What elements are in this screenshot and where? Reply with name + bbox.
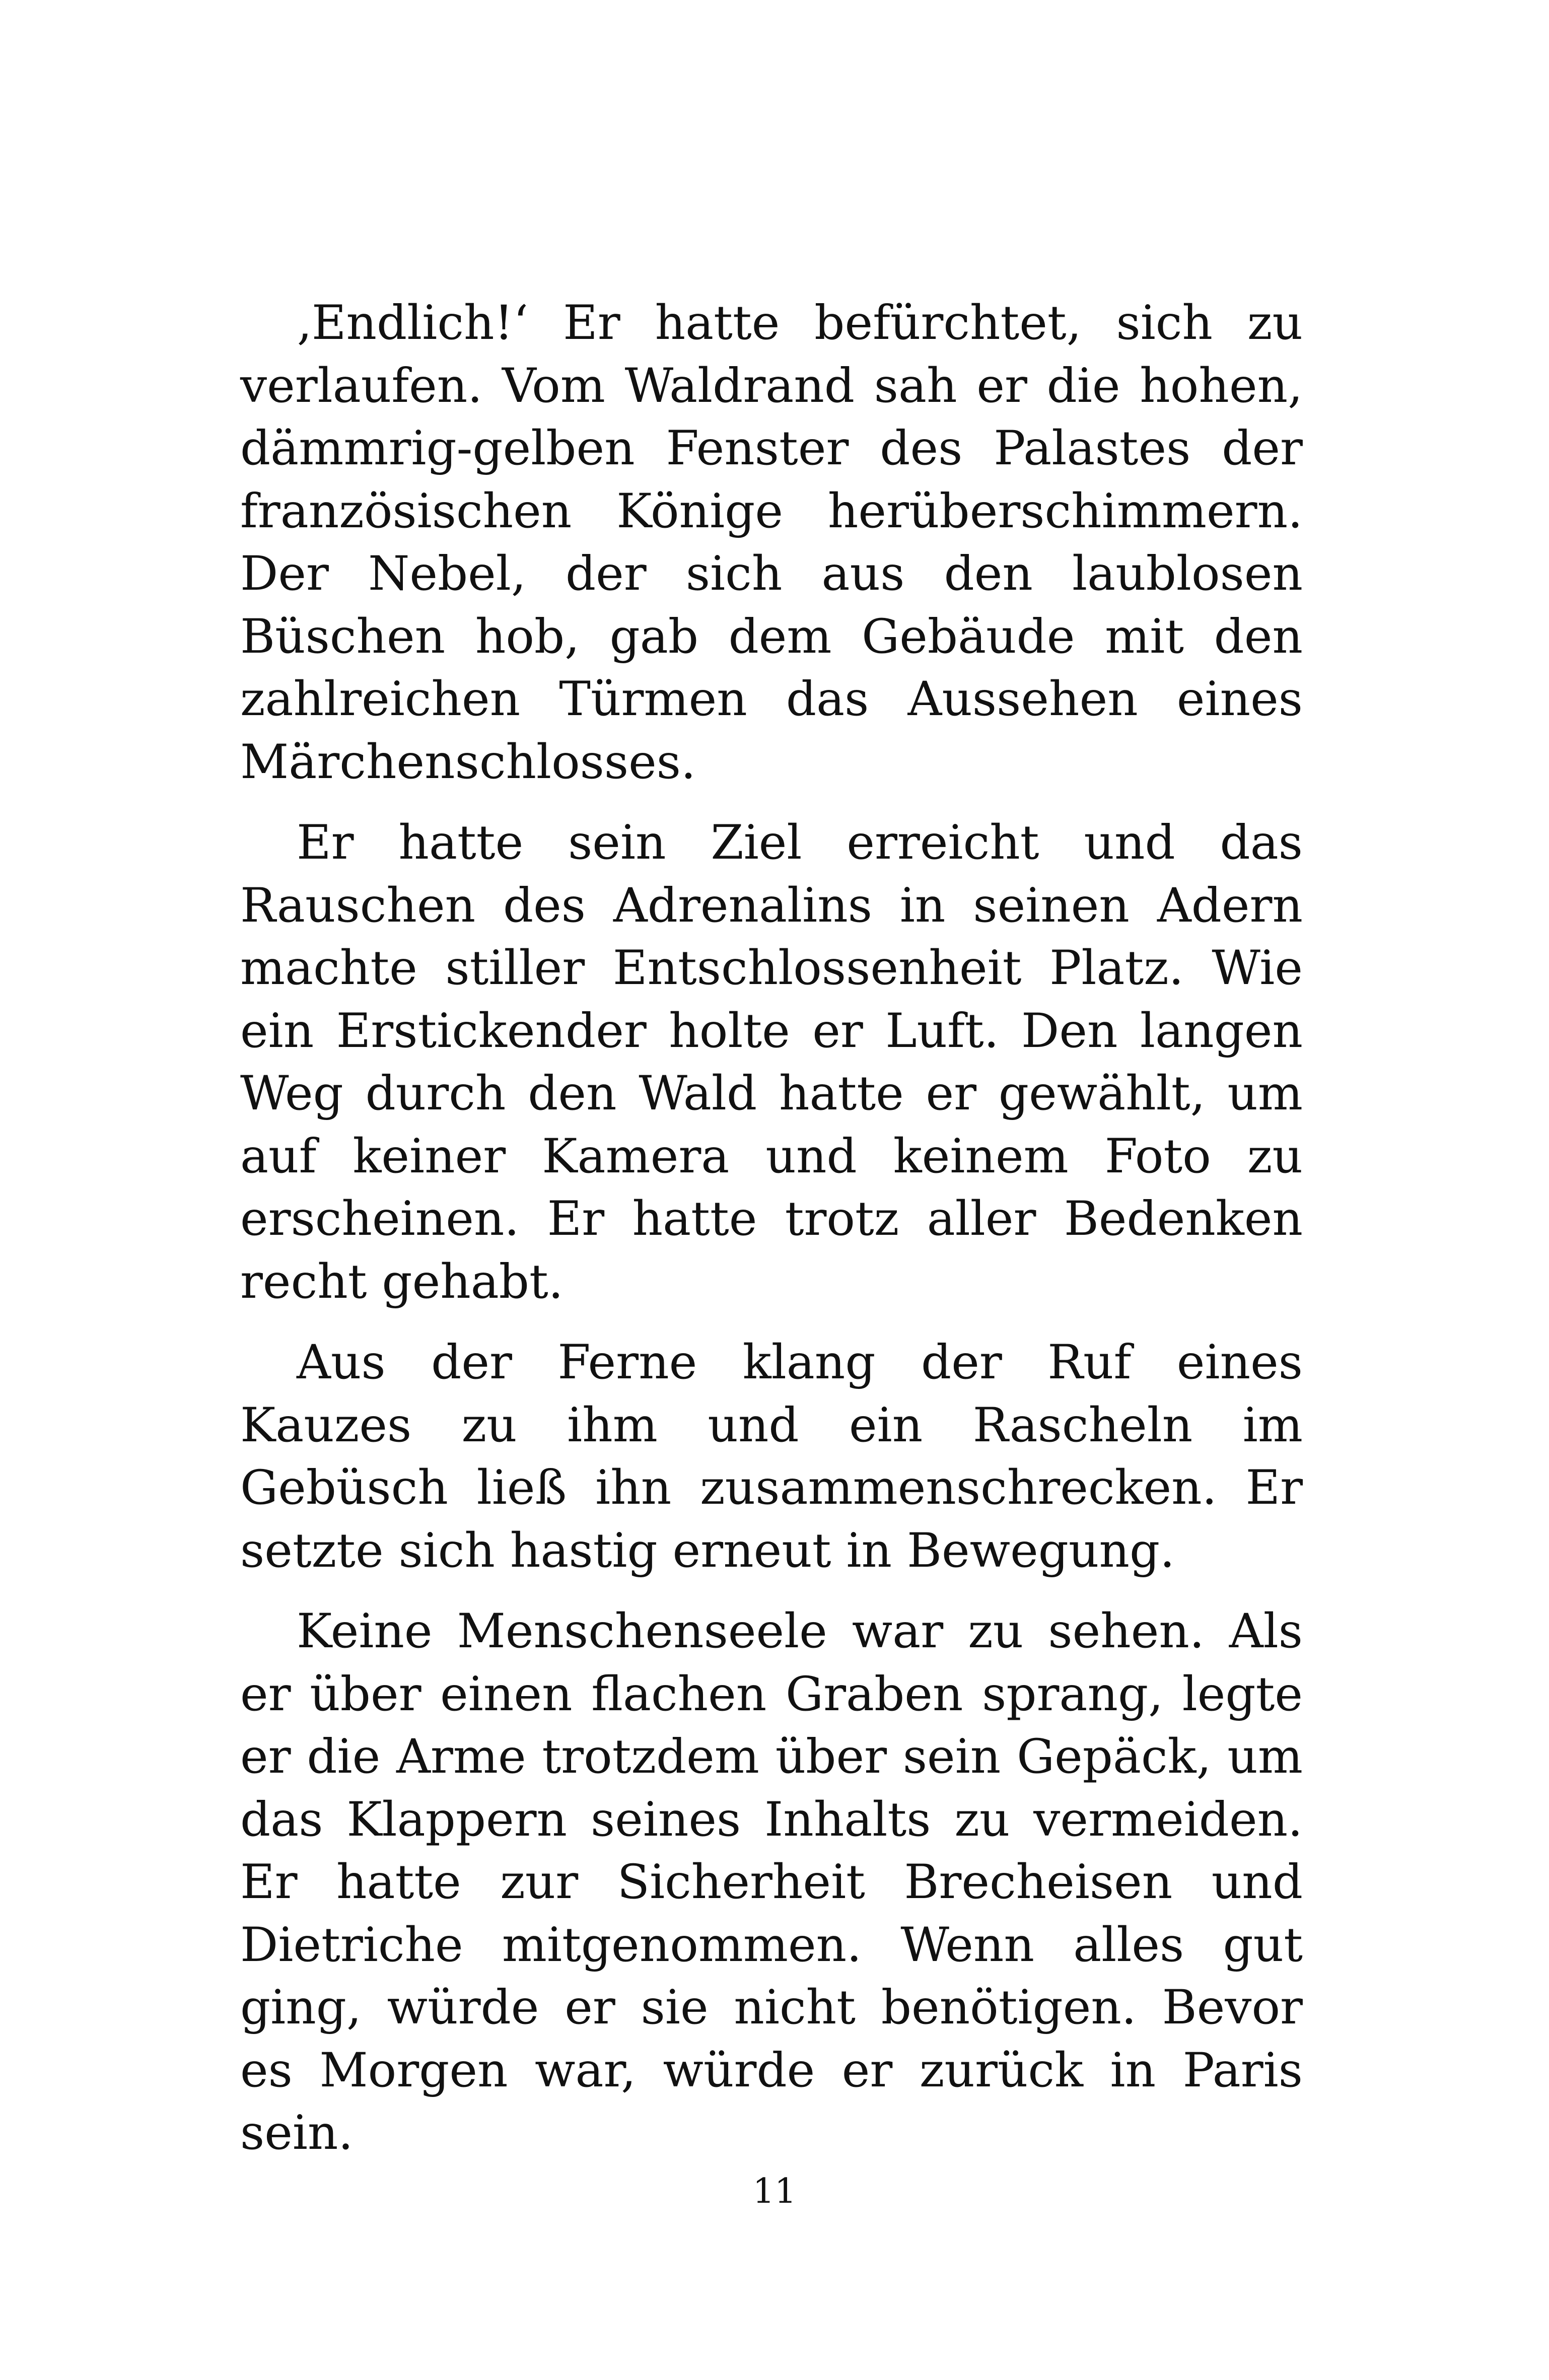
paragraph-1: ‚Endlich!‘ Er hatte befürchtet, sich zu verlaufen. Vom Waldrand sah er die hohen, dämmrig-gelben Fenster des Palastes der französischen Könige herüberschimmern. Der Nebel, der sich aus den laublosen Büschen hob, gab dem Gebäude mit den zahlreichen Türmen das Aussehen eines Märchenschlosses.	[240, 296, 1303, 790]
paragraph-4: Keine Menschenseele war zu sehen. Als er über einen flachen Graben sprang, legte er die Arme trotzdem über sein Gepäck, um das Klappern seines Inhalts zu vermeiden. Er hatte zur Sicherheit Brecheisen und Dietriche mitgenommen. Wenn alles gut ging, würde er sie nicht benötigen. Bevor es Morgen war, würde er zurück in Paris sein.	[240, 1604, 1303, 2160]
page-number: 11	[752, 2172, 797, 2211]
body-text	[240, 292, 1303, 2183]
paragraph-3: Aus der Ferne klang der Ruf eines Kauzes zu ihm und ein Rascheln im Gebüsch ließ ihn zusammenschrecken. Er setzte sich hastig erneut in Bewegung.	[240, 1335, 1303, 1578]
paragraph-2: Er hatte sein Ziel erreicht und das Rauschen des Adrenalins in seinen Adern machte stiller Entschlossenheit Platz. Wie ein Erstickender holte er Luft. Den langen Weg durch den Wald hatte er gewählt, um auf keiner Kamera und keinem Foto zu erscheinen. Er hatte trotz aller Bedenken recht gehabt.	[240, 815, 1303, 1309]
